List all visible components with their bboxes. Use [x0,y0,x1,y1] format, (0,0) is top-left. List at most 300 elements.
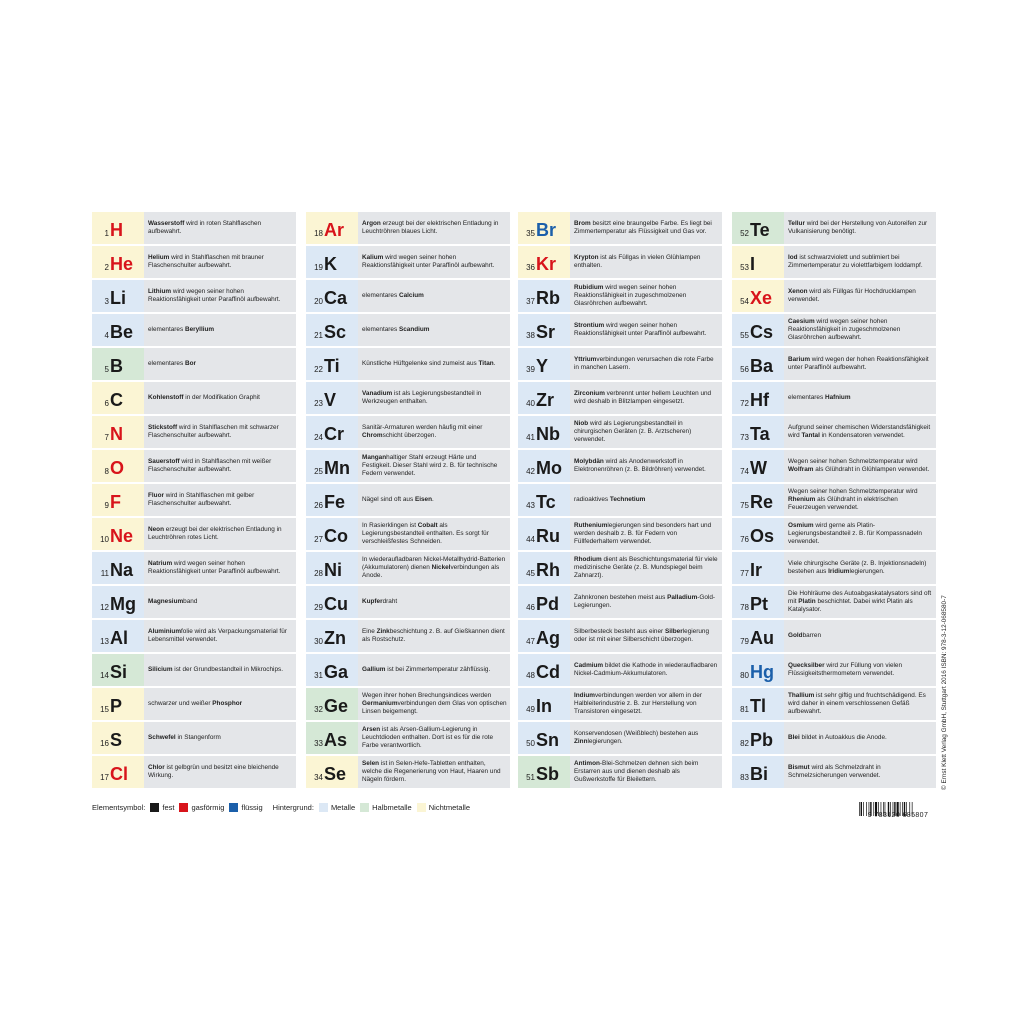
element-row-i [732,246,936,278]
element-symbol-cell [732,722,784,754]
element-description [148,722,293,754]
element-symbol-cell [306,280,358,312]
element-symbol-cell [732,484,784,516]
element-description-text: Kupferdraht [362,598,398,605]
element-row-as [306,722,510,754]
element-symbol-cell [306,314,358,346]
atomic-number: 44 [526,535,535,544]
element-row-pb [732,722,936,754]
element-symbol-cell [732,314,784,346]
element-row-ba [732,348,936,380]
element-description [574,484,719,516]
element-description-text: Thallium ist sehr giftig und fruchtschädigend. Es wird daher in einem verschlossenen Gefäß aufbewahrt. [788,692,926,715]
element-symbol-cell [732,212,784,244]
element-symbol: B [110,356,123,376]
legend-symbol-label: Elementsymbol: [92,802,146,812]
element-description [788,450,933,482]
element-symbol-cell [518,246,570,278]
element-description [788,382,933,414]
element-row-s [92,722,296,754]
element-symbol-cell [518,348,570,380]
atomic-number: 3 [104,297,109,306]
element-description [148,484,293,516]
element-description-text: Magnesiumband [148,598,198,605]
element-symbol: Cd [536,662,560,682]
element-description [148,552,293,584]
element-row-cr [306,416,510,448]
element-row-rh [518,552,722,584]
atomic-number: 73 [740,433,749,442]
element-symbol: Hg [750,662,774,682]
element-description-text: elementares Calcium [362,292,424,299]
element-symbol-cell [92,348,144,380]
element-description-text: Eine Zinkbeschichtung z. B. auf Gießkannen dient als Rostschutz. [362,628,505,643]
legend-solid-label: fest [162,802,175,812]
element-symbol: Ti [324,356,340,376]
element-description [788,586,933,618]
element-symbol-cell [518,756,570,788]
element-row-hf [732,382,936,414]
element-symbol: Mn [324,458,350,478]
element-description-text: Gallium ist bei Zimmertemperatur zähflüssig. [362,666,491,673]
element-row-bi [732,756,936,788]
element-description [574,314,719,346]
legend-semimetal-label: Halbmetalle [372,802,412,812]
element-row-o [92,450,296,482]
element-description-text: Caesium wird wegen seiner hohen Reaktionsfähigkeit in zugeschmolzenen Glasröhrchen aufbewahrt. [788,318,901,341]
atomic-number: 4 [104,331,109,340]
element-description-text: Rhodium dient als Beschichtungsmaterial für viele medizinische Geräte (z. B. Mundspiegel beim Zahnarzt). [574,556,718,579]
element-description [788,416,933,448]
element-symbol: Te [750,220,770,240]
element-description-text: In wiederaufladbaren Nickel-Metallhydrid-Batterien (Akkumulatoren) dienen Nickelverbindungen als Anode. [362,556,506,579]
element-row-zr [518,382,722,414]
atomic-number: 31 [314,671,323,680]
element-description [788,552,933,584]
element-symbol-cell [306,722,358,754]
swatch-gas [179,803,188,812]
element-symbol-cell [518,382,570,414]
element-description [574,722,719,754]
element-symbol: Mg [110,594,136,614]
element-row-h [92,212,296,244]
element-symbol-cell [306,212,358,244]
atomic-number: 72 [740,399,749,408]
element-symbol: N [110,424,123,444]
element-description [148,246,293,278]
element-symbol-cell [732,756,784,788]
element-symbol: Cu [324,594,348,614]
element-symbol-cell [92,688,144,720]
element-description [148,450,293,482]
element-description-text: schwarzer und weißer Phosphor [148,700,243,707]
element-description [148,688,293,720]
element-description-text: Sauerstoff wird in Stahlflaschen mit weißer Flaschenschulter aufbewahrt. [148,458,272,473]
element-symbol: S [110,730,123,750]
element-symbol-cell [518,586,570,618]
element-symbol-cell [92,756,144,788]
element-description-text: Stickstoff wird in Stahlflaschen mit schwarzer Flaschenschulter aufbewahrt. [148,424,279,439]
element-symbol: W [750,458,767,478]
element-symbol: Se [324,764,347,784]
atomic-number: 77 [740,569,749,578]
legend-gas-label: gasförmig [191,802,225,812]
element-description-text: Xenon wird als Füllgas für Hochdrucklampen verwendet. [788,288,916,303]
element-description [362,688,507,720]
element-symbol-cell [92,620,144,652]
element-description-text: Wegen seiner hohen Schmelztemperatur wird Wolfram als Glühdraht in Glühlampen verwendet. [788,458,930,473]
element-symbol: Ag [536,628,560,648]
element-row-sc [306,314,510,346]
element-symbol: Ru [536,526,560,546]
element-description-text: Rubidium wird wegen seiner hohen Reaktionsfähigkeit in zugeschmolzenen Glasröhrchen aufbewahrt. [574,284,687,307]
atomic-number: 50 [526,739,535,748]
element-description [362,586,507,618]
legend-liquid-label: flüssig [241,802,263,812]
element-description [788,756,933,788]
element-description [362,212,507,244]
element-symbol-cell [306,518,358,550]
element-symbol: Zn [324,628,346,648]
element-symbol: Sr [536,322,556,342]
element-description-text: Neon erzeugt bei der elektrischen Entladung in Leuchtröhren rotes Licht. [148,526,282,541]
element-description-text: Vanadium ist als Legierungsbestandteil in Werkzeugen enthalten. [362,390,482,405]
element-description [148,620,293,652]
element-description [574,518,719,550]
element-symbol-cell [306,688,358,720]
atomic-number: 34 [314,773,323,782]
element-symbol: Ca [324,288,348,308]
element-symbol-cell [732,654,784,686]
element-description [574,246,719,278]
element-symbol: Pd [536,594,560,614]
element-symbol: Tc [536,492,556,512]
element-symbol: Ga [324,662,349,682]
element-row-p [92,688,296,720]
element-row-pt [732,586,936,618]
element-description-text: Die Hohlräume des Autoabgaskatalysators sind oft mit Platin beschichtet. Dabei wirkt Platin als Katalysator. [788,590,932,613]
element-symbol-cell [518,722,570,754]
publisher-isbn-text: © Ernst Klett Verlag GmbH, Stuttgart 2016 ISBN: 978-3-12-068580-7 [941,595,948,790]
element-row-c [92,382,296,414]
atomic-number: 49 [526,705,535,714]
atomic-number: 51 [526,773,535,782]
element-description-text: Argon erzeugt bei der elektrischen Entladung in Leuchtröhren blaues Licht. [362,220,499,235]
atomic-number: 48 [526,671,535,680]
atomic-number: 56 [740,365,749,374]
element-description [148,314,293,346]
element-description [362,280,507,312]
element-symbol: P [110,696,123,716]
element-symbol-cell [732,246,784,278]
element-row-au [732,620,936,652]
element-symbol-cell [518,212,570,244]
atomic-number: 74 [740,467,749,476]
element-symbol: Ar [324,220,345,240]
element-description-text: Blei bildet in Autoakkus die Anode. [788,734,887,741]
element-row-kr [518,246,722,278]
element-row-te [732,212,936,244]
element-row-v [306,382,510,414]
element-description-text: Strontium wird wegen seiner hohen Reaktionsfähigkeit unter Paraffinöl aufbewahrt. [574,322,707,337]
element-description [788,348,933,380]
atomic-number: 17 [100,773,109,782]
element-row-re [732,484,936,516]
element-description [574,756,719,788]
element-symbol: C [110,390,123,410]
swatch-solid [150,803,159,812]
atomic-number: 39 [526,365,535,374]
element-symbol: Au [750,628,774,648]
atomic-number: 10 [100,535,109,544]
element-symbol: Si [110,662,128,682]
element-description-text: Molybdän wird als Anodenwerkstoff in Elektronenröhren (z. B. Bildröhren) verwendet. [574,458,706,473]
element-symbol: Pt [750,594,768,614]
element-description-text: Bismut wird als Schmelzdraht in Schmelzsicherungen verwendet. [788,764,881,779]
element-description-text: Niob wird als Legierungsbestandteil in chirurgischen Geräten (z. B. Arztscheren) verwendet. [574,420,692,443]
element-symbol-cell [518,450,570,482]
swatch-liquid [229,803,238,812]
element-symbol: Bi [750,764,768,784]
atomic-number: 1 [104,229,109,238]
element-symbol-cell [306,382,358,414]
atomic-number: 16 [100,739,109,748]
element-symbol-cell [92,484,144,516]
atomic-number: 2 [104,263,109,272]
element-row-cl [92,756,296,788]
atomic-number: 8 [104,467,109,476]
element-description [362,246,507,278]
element-symbol-cell [306,348,358,380]
element-row-w [732,450,936,482]
element-row-br [518,212,722,244]
atomic-number: 35 [526,229,535,238]
element-description [788,484,933,516]
element-description-text: Manganhaltiger Stahl erzeugt Härte und Festigkeit. Dieser Stahl wird z. B. für technische Federn verwendet. [362,454,498,477]
element-symbol-cell [732,620,784,652]
element-symbol-cell [92,314,144,346]
element-description [574,620,719,652]
atomic-number: 26 [314,501,323,510]
element-description [362,518,507,550]
element-symbol-cell [92,382,144,414]
atomic-number: 43 [526,501,535,510]
atomic-number: 25 [314,467,323,476]
element-symbol-cell [518,620,570,652]
element-row-be [92,314,296,346]
element-description-text: Antimon-Blei-Schmelzen dehnen sich beim Erstarren aus und dienen deshalb als Gußwerkstoffe für Bleilettern. [574,760,699,783]
element-row-ne [92,518,296,550]
legend-bg-label: Hintergrund: [272,802,314,812]
swatch-metal [319,803,328,812]
element-symbol-cell [92,722,144,754]
element-symbol-cell [732,518,784,550]
element-symbol-cell [306,552,358,584]
element-description-text: Selen ist in Selen-Hefe-Tabletten enthalten, welche die Regenerierung von Haut, Haaren und Nägeln fördern. [362,760,501,783]
element-description [788,246,933,278]
atomic-number: 33 [314,739,323,748]
atomic-number: 36 [526,263,535,272]
element-row-ti [306,348,510,380]
element-symbol: Co [324,526,348,546]
element-symbol: Cs [750,322,774,342]
element-description [788,654,933,686]
element-description-text: Iod ist schwarzviolett und sublimiert bei Zimmertemperatur zu violettfarbigem Ioddampf. [788,254,923,269]
element-symbol: Nb [536,424,560,444]
atomic-number: 11 [100,569,109,578]
atomic-number: 7 [104,433,109,442]
element-description [362,722,507,754]
atomic-number: 52 [740,229,749,238]
element-row-cd [518,654,722,686]
atomic-number: 29 [314,603,323,612]
element-row-mn [306,450,510,482]
atomic-number: 22 [314,365,323,374]
element-symbol-cell [732,280,784,312]
atomic-number: 9 [104,501,109,510]
element-description [574,552,719,584]
atomic-number: 78 [740,603,749,612]
element-description-text: Goldbarren [788,632,822,639]
element-description-text: Kalium wird wegen seiner hohen Reaktionsfähigkeit unter Paraffinöl aufbewahrt. [362,254,495,269]
element-symbol: In [536,696,552,716]
atomic-number: 75 [740,501,749,510]
element-symbol: Na [110,560,134,580]
element-symbol: Tl [750,696,766,716]
element-row-fe [306,484,510,516]
element-description-text: Fluor wird in Stahlflaschen mit gelber Flaschenschulter aufbewahrt. [148,492,255,507]
element-description [148,382,293,414]
atomic-number: 79 [740,637,749,646]
element-row-li [92,280,296,312]
element-row-tc [518,484,722,516]
element-description [362,348,507,380]
element-symbol: Be [110,322,134,342]
element-description-text: Wegen seiner hohen Schmelztemperatur wird Rhenium als Glühdraht in elektrischen Feuerzeugen verwendet. [788,488,918,511]
element-row-sb [518,756,722,788]
element-description-text: Wegen ihrer hohen Brechungsindices werden Germaniumverbindungen dem Glas von optischen Linsen beigemengt. [362,692,507,715]
element-row-k [306,246,510,278]
element-symbol: Cl [110,764,128,784]
element-description [148,518,293,550]
element-description-text: Rutheniumlegierungen sind besonders hart und werden deshalb z. B. für Federn von Füllfederhaltern verwendet. [574,522,712,545]
element-symbol-cell [92,212,144,244]
element-symbol-cell [306,756,358,788]
atomic-number: 37 [526,297,535,306]
element-row-xe [732,280,936,312]
element-description-text: Natrium wird wegen seiner hohen Reaktionsfähigkeit unter Paraffinöl aufbewahrt. [148,560,281,575]
element-symbol: Rh [536,560,560,580]
atomic-number: 54 [740,297,749,306]
element-description [148,586,293,618]
element-description-text: elementares Hafnium [788,394,851,401]
element-symbol: O [110,458,125,478]
element-symbol: F [110,492,121,512]
atomic-number: 76 [740,535,749,544]
element-description [574,382,719,414]
element-description [574,348,719,380]
atomic-number: 28 [314,569,323,578]
element-symbol: Ba [750,356,774,376]
element-symbol-cell [732,416,784,448]
element-description-text: Tellur wird bei der Herstellung von Autoreifen zur Vulkanisierung benötigt. [788,220,928,235]
element-symbol-cell [92,518,144,550]
element-description-text: Osmium wird gerne als Platin-Legierungsbestandteil z. B. für Kompassnadeln verwendet. [788,522,922,545]
element-description [362,620,507,652]
element-symbol: Kr [536,254,557,274]
element-symbol: Fe [324,492,346,512]
atomic-number: 47 [526,637,535,646]
element-symbol-cell [732,348,784,380]
atomic-number: 6 [104,399,109,408]
element-table [92,212,940,790]
element-description-text: radioaktives Technetium [574,496,646,503]
element-symbol: He [110,254,134,274]
element-row-ga [306,654,510,686]
element-symbol-cell [92,586,144,618]
element-description [362,484,507,516]
element-symbol-cell [92,654,144,686]
atomic-number: 32 [314,705,323,714]
element-row-pd [518,586,722,618]
element-description-text: Zahnkronen bestehen meist aus Palladium-Gold-Legierungen. [574,594,716,609]
element-symbol-cell [306,586,358,618]
swatch-semimetal [360,803,369,812]
element-symbol: K [324,254,337,274]
element-description-text: Arsen ist als Arsen-Gallium-Legierung in Leuchtdioden enthalten. Dort ist es für die rote Farbe verantwortlich. [362,726,494,749]
element-row-zn [306,620,510,652]
element-description-text: elementares Scandium [362,326,430,333]
element-description [362,756,507,788]
element-symbol: Li [110,288,126,308]
element-row-hg [732,654,936,686]
element-symbol: H [110,220,123,240]
element-description [148,280,293,312]
element-symbol-cell [92,450,144,482]
element-symbol: Sc [324,322,347,342]
element-symbol-cell [732,552,784,584]
element-description [362,552,507,584]
element-row-ru [518,518,722,550]
atomic-number: 19 [314,263,323,272]
element-row-os [732,518,936,550]
element-row-f [92,484,296,516]
legend [92,801,470,813]
element-symbol: Cr [324,424,345,444]
element-row-ca [306,280,510,312]
element-symbol: Os [750,526,775,546]
element-symbol-cell [306,484,358,516]
atomic-number: 42 [526,467,535,476]
atomic-number: 14 [100,671,109,680]
element-symbol-cell [518,552,570,584]
element-description-text: Wasserstoff wird in roten Stahlflaschen aufbewahrt. [148,220,262,235]
element-symbol-cell [518,688,570,720]
atomic-number: 21 [314,331,323,340]
element-description-text: Aufgrund seiner chemischen Widerstandsfähigkeit wird Tantal in Kondensatoren verwendet. [788,424,931,439]
element-symbol: Xe [750,288,773,308]
element-description [362,314,507,346]
element-row-ge [306,688,510,720]
element-description-text: Krypton ist als Füllgas in vielen Glühlampen enthalten. [574,254,701,269]
atomic-number: 27 [314,535,323,544]
element-row-n [92,416,296,448]
element-row-tl [732,688,936,720]
element-symbol-cell [92,552,144,584]
element-symbol-cell [306,654,358,686]
element-symbol-cell [518,484,570,516]
element-symbol-cell [518,314,570,346]
